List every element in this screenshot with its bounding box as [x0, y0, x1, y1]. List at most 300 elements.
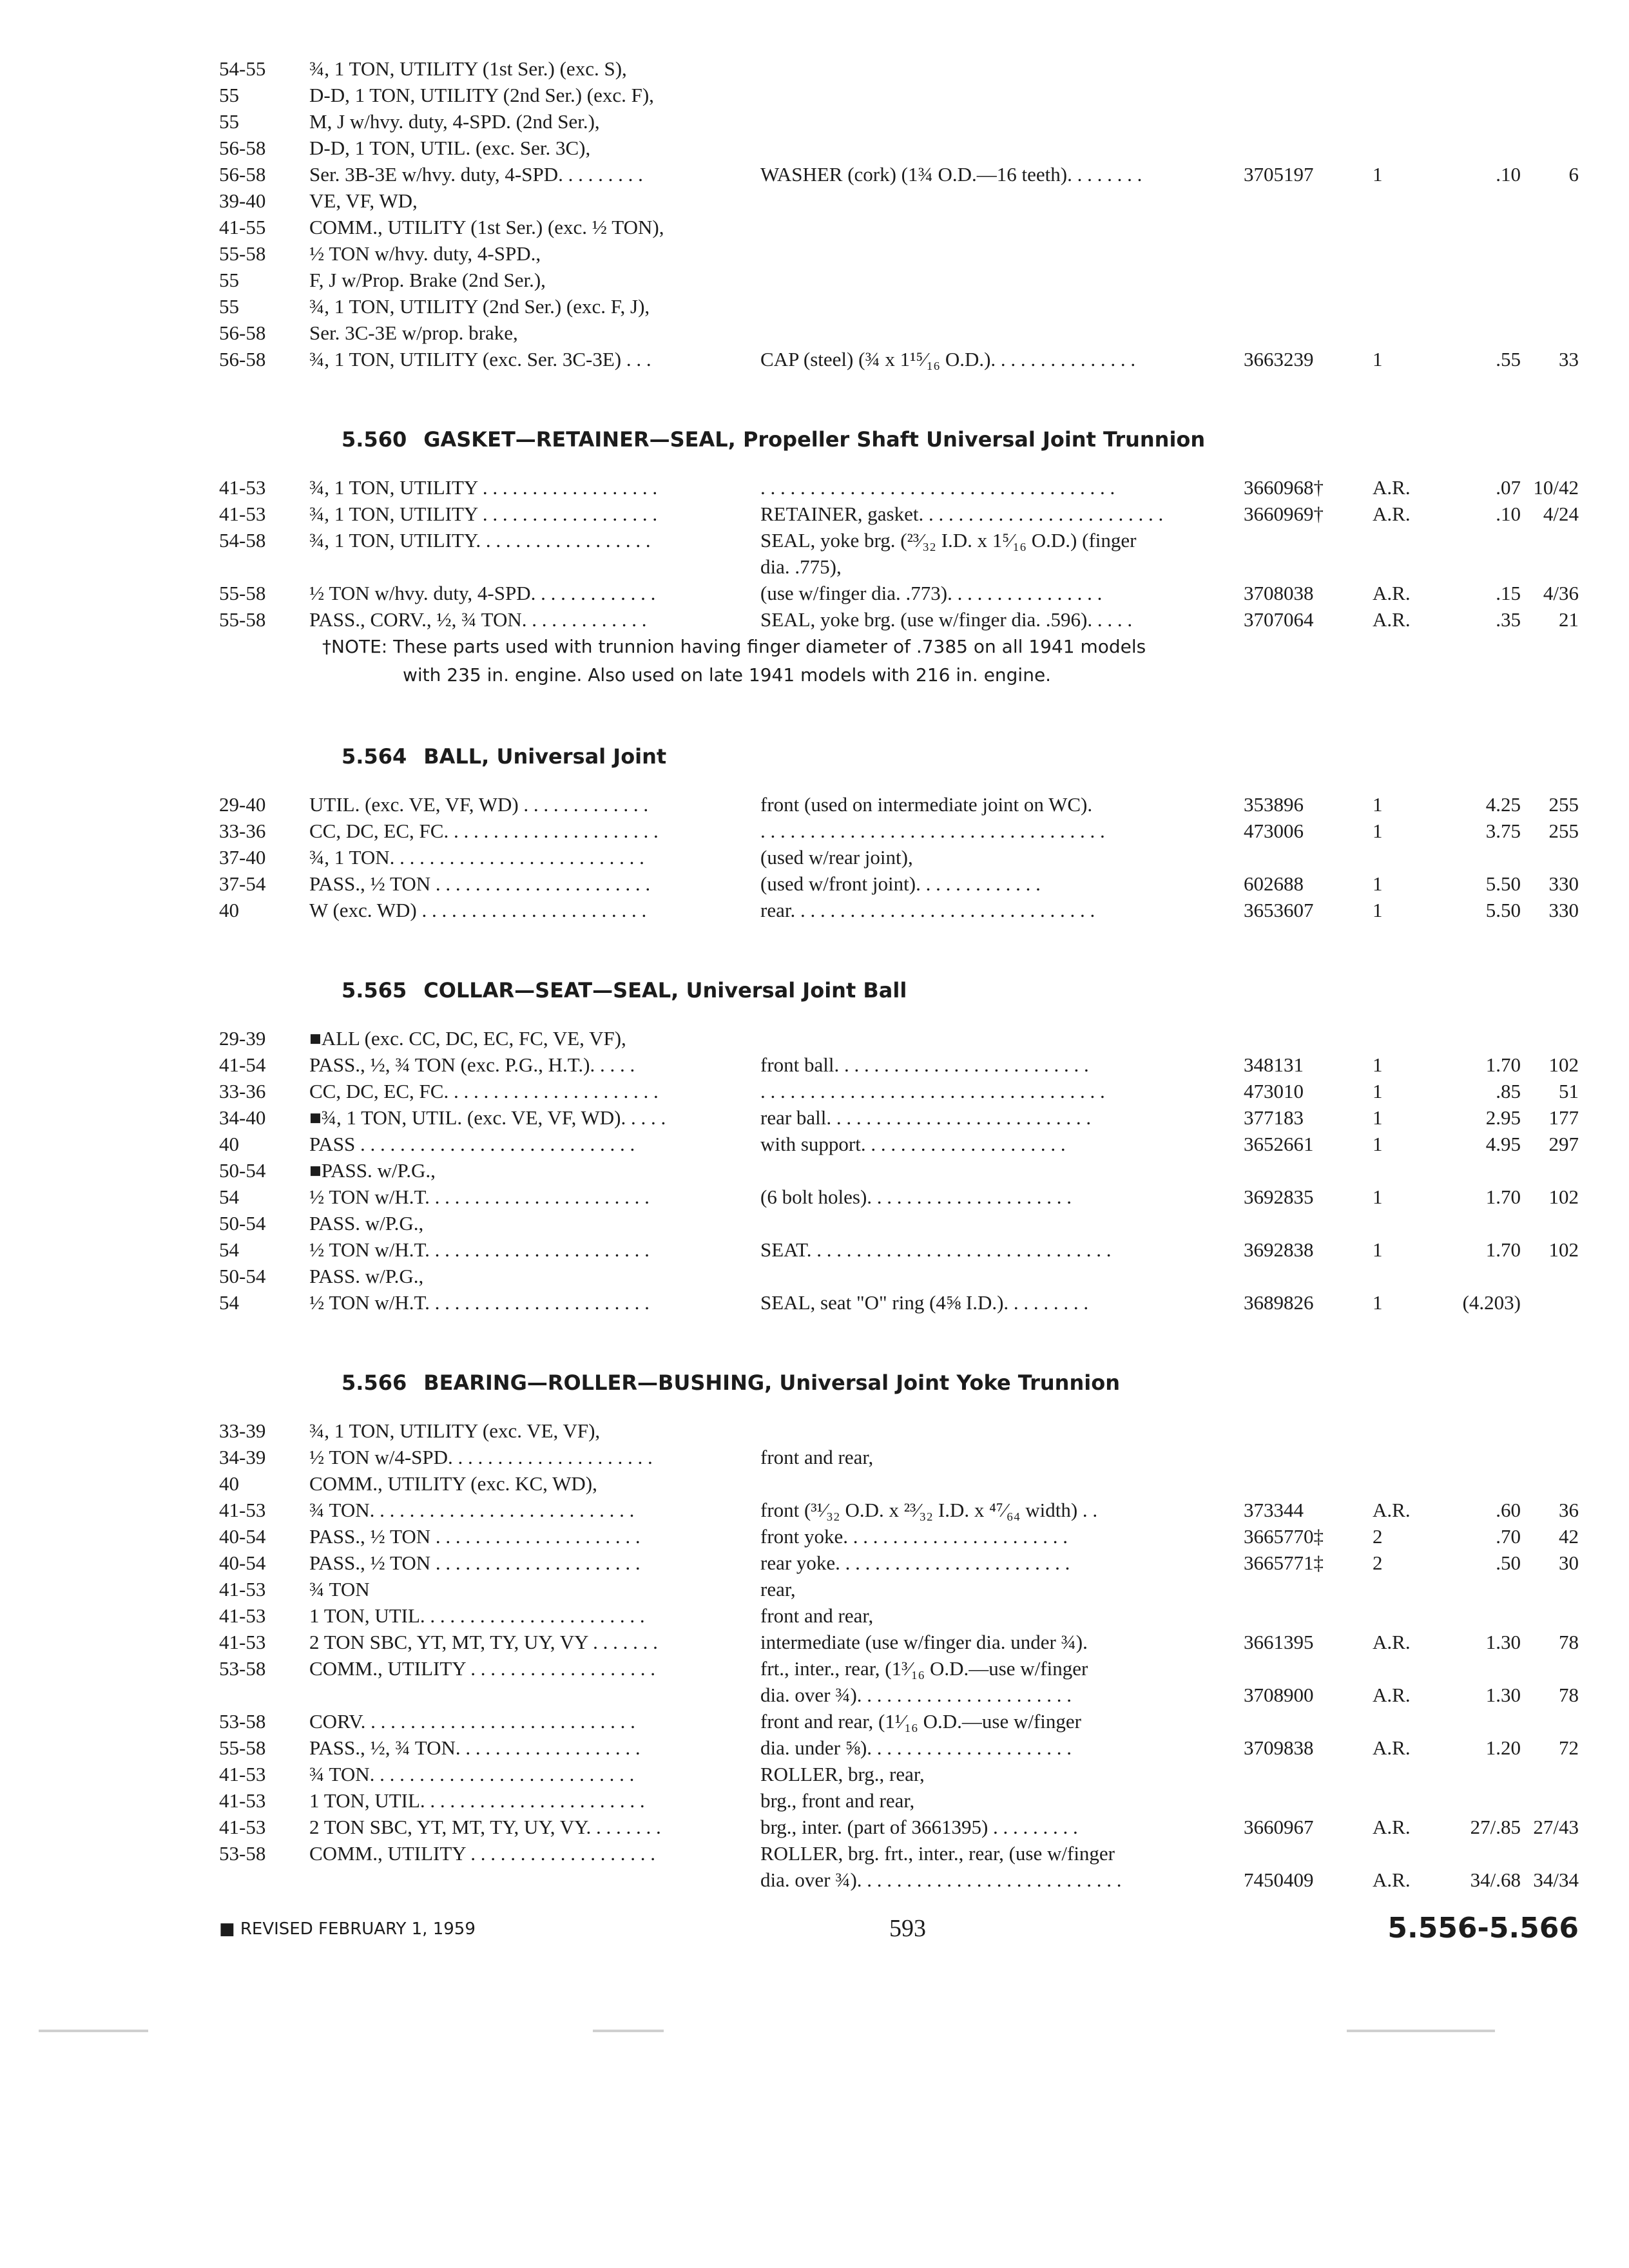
quantity: 1	[1373, 1053, 1383, 1076]
quantity: A.R.	[1373, 503, 1411, 525]
year-range: 29-39	[219, 1027, 266, 1050]
description: ROLLER, brg., rear,	[760, 1763, 925, 1785]
quantity: 2	[1373, 1552, 1383, 1574]
model: ¾ TON. . . . . . . . . . . . . . . . . . . . . . . . . . .	[309, 1763, 635, 1785]
description: . . . . . . . . . . . . . . . . . . . . . . . . . . . . . . . . . . .	[760, 1080, 1105, 1102]
each: 102	[1548, 1186, 1579, 1208]
quantity: 1	[1373, 1080, 1383, 1102]
part-number: 3660967	[1244, 1816, 1314, 1838]
part-row	[219, 320, 1579, 346]
part-row	[219, 1289, 1579, 1316]
price: 1.30	[1485, 1684, 1521, 1706]
each: 33	[1559, 348, 1579, 370]
part-number: 3652661	[1244, 1133, 1314, 1155]
model: 1 TON, UTIL. . . . . . . . . . . . . . . . . . . . . . .	[309, 1604, 645, 1627]
section-spacer	[219, 1316, 1579, 1365]
part-row	[219, 870, 1579, 897]
section-spacer	[219, 457, 1579, 474]
model: ¾, 1 TON. . . . . . . . . . . . . . . . . . . . . . . . . .	[309, 846, 644, 869]
year-range: 41-53	[219, 1763, 266, 1785]
year-range: 55	[219, 84, 239, 106]
part-row	[219, 1078, 1579, 1104]
parts-section	[219, 372, 1579, 689]
part-row	[219, 1025, 1579, 1052]
quantity: 1	[1373, 820, 1383, 842]
model: Ser. 3C-3E w/prop. brake,	[309, 322, 518, 344]
quantity: 1	[1373, 872, 1383, 895]
price: 5.50	[1485, 872, 1521, 895]
part-row	[219, 1655, 1579, 1682]
model: COMM., UTILITY (1st Ser.) (exc. ½ TON),	[309, 216, 664, 238]
model: ½ TON w/H.T. . . . . . . . . . . . . . . . . . . . . . .	[309, 1238, 650, 1261]
part-row	[219, 1236, 1579, 1263]
description: with support. . . . . . . . . . . . . . . . . . . . .	[760, 1133, 1066, 1155]
part-row	[219, 267, 1579, 293]
year-range: 41-53	[219, 476, 266, 499]
part-row	[219, 1523, 1579, 1550]
part-row	[219, 240, 1579, 267]
year-range: 55-58	[219, 582, 266, 604]
each: 330	[1548, 899, 1579, 921]
year-range: 53-58	[219, 1710, 266, 1733]
description: SEAL, yoke brg. (²³⁄₃₂ I.D. x 1⁵⁄₁₆ O.D.) (finger	[760, 529, 1137, 552]
section-heading	[219, 738, 1579, 774]
description: dia. .775),	[760, 555, 842, 578]
part-row	[219, 1867, 1579, 1893]
part-row	[219, 1576, 1579, 1602]
description: dia. under ⅝). . . . . . . . . . . . . . . . . . . . .	[760, 1736, 1072, 1759]
description: front and rear,	[760, 1604, 874, 1627]
description: rear ball. . . . . . . . . . . . . . . . . . . . . . . . . . .	[760, 1106, 1092, 1129]
model: ¾, 1 TON, UTILITY . . . . . . . . . . . . . . . . . .	[309, 503, 658, 525]
description: RETAINER, gasket. . . . . . . . . . . . . . . . . . . . . . . . .	[760, 503, 1164, 525]
price: .35	[1496, 608, 1521, 631]
part-row	[219, 1210, 1579, 1236]
each: 4/24	[1543, 503, 1579, 525]
part-row	[219, 1602, 1579, 1629]
year-range: 33-36	[219, 820, 266, 842]
price: .60	[1496, 1499, 1521, 1521]
price: (4.203)	[1462, 1291, 1521, 1314]
description: (used w/front joint). . . . . . . . . . . . .	[760, 872, 1041, 895]
description: SEAT. . . . . . . . . . . . . . . . . . . . . . . . . . . . . . .	[760, 1238, 1112, 1261]
model: ¾, 1 TON, UTILITY (exc. Ser. 3C-3E) . . .	[309, 348, 651, 370]
each: 42	[1559, 1525, 1579, 1548]
year-range: 54	[219, 1186, 239, 1208]
part-row	[219, 1787, 1579, 1814]
quantity: 1	[1373, 1133, 1383, 1155]
year-range: 41-53	[219, 1499, 266, 1521]
part-number: 3709838	[1244, 1736, 1314, 1759]
description: (6 bolt holes). . . . . . . . . . . . . . . . . . . . .	[760, 1186, 1072, 1208]
model: ■ALL (exc. CC, DC, EC, FC, VE, VF),	[309, 1027, 626, 1050]
price: 1.70	[1485, 1186, 1521, 1208]
model: ½ TON w/H.T. . . . . . . . . . . . . . . . . . . . . . .	[309, 1186, 650, 1208]
part-number: 7450409	[1244, 1869, 1314, 1891]
revised-date: ■ REVISED FEBRUARY 1, 1959	[219, 1919, 476, 1939]
part-row	[219, 1497, 1579, 1523]
section-title: GASKET—RETAINER—SEAL, Propeller Shaft Universal Joint Trunnion	[423, 427, 1206, 452]
part-row	[219, 501, 1579, 527]
model: ¾, 1 TON, UTILITY. . . . . . . . . . . . . . . . . .	[309, 529, 651, 552]
price: 34/.68	[1470, 1869, 1521, 1891]
year-range: 41-53	[219, 503, 266, 525]
year-range: 41-54	[219, 1053, 266, 1076]
quantity: A.R.	[1373, 476, 1411, 499]
model: CORV. . . . . . . . . . . . . . . . . . . . . . . . . . . .	[309, 1710, 635, 1733]
parts-list	[219, 55, 1579, 1893]
part-row	[219, 82, 1579, 108]
section-number: 5.565	[342, 978, 407, 1003]
price: 1.70	[1485, 1238, 1521, 1261]
part-row	[219, 1131, 1579, 1157]
description: rear yoke. . . . . . . . . . . . . . . . . . . . . . . .	[760, 1552, 1070, 1574]
price: 3.75	[1485, 820, 1521, 842]
model: ■PASS. w/P.G.,	[309, 1159, 436, 1182]
description: . . . . . . . . . . . . . . . . . . . . . . . . . . . . . . . . . . .	[760, 820, 1105, 842]
model: M, J w/hvy. duty, 4-SPD. (2nd Ser.),	[309, 110, 600, 133]
section-heading	[219, 1365, 1579, 1401]
part-row	[219, 1104, 1579, 1131]
page-number: 593	[889, 1915, 926, 1942]
price: 2.95	[1485, 1106, 1521, 1129]
part-number: 3705197	[1244, 163, 1314, 186]
model: PASS., CORV., ½, ¾ TON. . . . . . . . . . . . .	[309, 608, 647, 631]
year-range: 41-53	[219, 1578, 266, 1600]
each: 330	[1548, 872, 1579, 895]
model: ½ TON w/hvy. duty, 4-SPD. . . . . . . . . . . . .	[309, 582, 656, 604]
description: (use w/finger dia. .773). . . . . . . . . . . . . . . .	[760, 582, 1103, 604]
section-number: 5.560	[342, 427, 407, 452]
year-range: 50-54	[219, 1159, 266, 1182]
each: 72	[1559, 1736, 1579, 1759]
quantity: 1	[1373, 793, 1383, 816]
part-number: 3665770‡	[1244, 1525, 1324, 1548]
scan-artifact	[1347, 2030, 1495, 2032]
quantity: A.R.	[1373, 1736, 1411, 1759]
part-row	[219, 1840, 1579, 1867]
part-row	[219, 161, 1579, 187]
quantity: A.R.	[1373, 1499, 1411, 1521]
part-row	[219, 844, 1579, 870]
section-title: BEARING—ROLLER—BUSHING, Universal Joint Yoke Trunnion	[423, 1370, 1120, 1395]
year-range: 41-53	[219, 1789, 266, 1812]
year-range: 56-58	[219, 163, 266, 186]
description: WASHER (cork) (1¾ O.D.—16 teeth). . . . . . . .	[760, 163, 1142, 186]
year-range: 33-36	[219, 1080, 266, 1102]
section-spacer	[219, 923, 1579, 972]
model: PASS., ½ TON . . . . . . . . . . . . . . . . . . . . . .	[309, 872, 651, 895]
description: dia. over ¾). . . . . . . . . . . . . . . . . . . . . . . . . . .	[760, 1869, 1122, 1891]
quantity: 1	[1373, 1238, 1383, 1261]
quantity: A.R.	[1373, 1631, 1411, 1653]
price: .15	[1496, 582, 1521, 604]
section-title: COLLAR—SEAT—SEAL, Universal Joint Ball	[423, 978, 907, 1003]
each: 10/42	[1533, 476, 1579, 499]
part-number: 3653607	[1244, 899, 1314, 921]
year-range: 55-58	[219, 1736, 266, 1759]
scan-artifact	[39, 2030, 148, 2032]
year-range: 41-53	[219, 1631, 266, 1653]
quantity: 1	[1373, 899, 1383, 921]
year-range: 41-53	[219, 1604, 266, 1627]
part-number: 3692835	[1244, 1186, 1314, 1208]
year-range: 54	[219, 1291, 239, 1314]
section-spacer	[219, 774, 1579, 791]
price: 27/.85	[1470, 1816, 1521, 1838]
price: .10	[1496, 163, 1521, 186]
section-spacer	[219, 1008, 1579, 1025]
each: 177	[1548, 1106, 1579, 1129]
year-range: 33-39	[219, 1419, 266, 1442]
model: D-D, 1 TON, UTILITY (2nd Ser.) (exc. F),	[309, 84, 654, 106]
part-number: 3663239	[1244, 348, 1314, 370]
part-number: 377183	[1244, 1106, 1304, 1129]
year-range: 54-55	[219, 57, 266, 80]
quantity: A.R.	[1373, 608, 1411, 631]
year-range: 53-58	[219, 1657, 266, 1680]
description: rear. . . . . . . . . . . . . . . . . . . . . . . . . . . . . . .	[760, 899, 1095, 921]
model: PASS., ½ TON . . . . . . . . . . . . . . . . . . . . .	[309, 1552, 641, 1574]
year-range: 34-40	[219, 1106, 266, 1129]
part-row	[219, 1470, 1579, 1497]
section-title: BALL, Universal Joint	[423, 744, 667, 769]
quantity: 1	[1373, 1106, 1383, 1129]
model: CC, DC, EC, FC. . . . . . . . . . . . . . . . . . . . . .	[309, 1080, 659, 1102]
section-spacer	[219, 689, 1579, 738]
year-range: 50-54	[219, 1212, 266, 1235]
price: 4.95	[1485, 1133, 1521, 1155]
each: 297	[1548, 1133, 1579, 1155]
part-row	[219, 135, 1579, 161]
year-range: 53-58	[219, 1842, 266, 1865]
year-range: 56-58	[219, 348, 266, 370]
year-range: 55	[219, 110, 239, 133]
each: 102	[1548, 1053, 1579, 1076]
part-number: 3660968†	[1244, 476, 1324, 499]
part-number: 3707064	[1244, 608, 1314, 631]
model: COMM., UTILITY . . . . . . . . . . . . . . . . . . .	[309, 1842, 656, 1865]
part-number: 3661395	[1244, 1631, 1314, 1653]
part-row	[219, 1052, 1579, 1078]
model: PASS., ½ TON . . . . . . . . . . . . . . . . . . . . .	[309, 1525, 641, 1548]
price: .50	[1496, 1552, 1521, 1574]
price: .10	[1496, 503, 1521, 525]
model: PASS. w/P.G.,	[309, 1212, 424, 1235]
part-row	[219, 293, 1579, 320]
year-range: 55-58	[219, 242, 266, 265]
note-line: †NOTE: These parts used with trunnion having finger diameter of .7385 on all 1941 models	[322, 636, 1146, 657]
year-range: 40-54	[219, 1552, 266, 1574]
model: PASS., ½, ¾ TON. . . . . . . . . . . . . . . . . . .	[309, 1736, 641, 1759]
year-range: 40	[219, 1133, 239, 1155]
price: .55	[1496, 348, 1521, 370]
part-row	[219, 791, 1579, 818]
note-line: with 235 in. engine. Also used on late 1941 models with 216 in. engine.	[403, 664, 1052, 686]
description: . . . . . . . . . . . . . . . . . . . . . . . . . . . . . . . . . . . .	[760, 476, 1115, 499]
each: 255	[1548, 820, 1579, 842]
description: brg., inter. (part of 3661395) . . . . . . . . .	[760, 1816, 1078, 1838]
part-row	[219, 553, 1579, 580]
model: VE, VF, WD,	[309, 189, 418, 212]
description: (used w/rear joint),	[760, 846, 913, 869]
model: COMM., UTILITY . . . . . . . . . . . . . . . . . . .	[309, 1657, 656, 1680]
quantity: 1	[1373, 163, 1383, 186]
each: 4/36	[1543, 582, 1579, 604]
model: W (exc. WD) . . . . . . . . . . . . . . . . . . . . . . .	[309, 899, 647, 921]
part-row	[219, 1735, 1579, 1761]
year-range: 40-54	[219, 1525, 266, 1548]
part-number: 353896	[1244, 793, 1304, 816]
description: intermediate (use w/finger dia. under ¾).	[760, 1631, 1088, 1653]
part-row	[219, 580, 1579, 606]
parts-section	[219, 689, 1579, 923]
part-number: 3660969†	[1244, 503, 1324, 525]
section-number: 5.564	[342, 744, 407, 769]
model: ½ TON w/hvy. duty, 4-SPD.,	[309, 242, 541, 265]
description: dia. over ¾). . . . . . . . . . . . . . . . . . . . . .	[760, 1684, 1072, 1706]
year-range: 40	[219, 899, 239, 921]
description: front and rear,	[760, 1446, 874, 1468]
each: 34/34	[1533, 1869, 1579, 1891]
part-number: 3708038	[1244, 582, 1314, 604]
each: 78	[1559, 1631, 1579, 1653]
year-range: 41-55	[219, 216, 266, 238]
model: 2 TON SBC, YT, MT, TY, UY, VY . . . . . . .	[309, 1631, 658, 1653]
part-row	[219, 818, 1579, 844]
part-row	[219, 897, 1579, 923]
section-note	[219, 633, 1327, 689]
year-range: 55	[219, 295, 239, 318]
quantity: 1	[1373, 348, 1383, 370]
part-row	[219, 1682, 1579, 1708]
part-number: 473010	[1244, 1080, 1304, 1102]
year-range: 56-58	[219, 137, 266, 159]
quantity: A.R.	[1373, 1684, 1411, 1706]
part-row	[219, 214, 1579, 240]
price: 1.30	[1485, 1631, 1521, 1653]
year-range: 54-58	[219, 529, 266, 552]
model: ½ TON w/4-SPD. . . . . . . . . . . . . . . . . . . . .	[309, 1446, 653, 1468]
year-range: 39-40	[219, 189, 266, 212]
description: brg., front and rear,	[760, 1789, 915, 1812]
part-row	[219, 1444, 1579, 1470]
part-number: 3692838	[1244, 1238, 1314, 1261]
part-row	[219, 1708, 1579, 1735]
price: 1.20	[1485, 1736, 1521, 1759]
part-row	[219, 527, 1579, 553]
description: front (³¹⁄₃₂ O.D. x ²³⁄₃₂ I.D. x ⁴⁷⁄₆₄ width) . .	[760, 1499, 1098, 1521]
description: ROLLER, brg. frt., inter., rear, (use w/finger	[760, 1842, 1115, 1865]
description: SEAL, seat "O" ring (4⅝ I.D.). . . . . . . . .	[760, 1291, 1089, 1314]
model: COMM., UTILITY (exc. KC, WD),	[309, 1472, 597, 1495]
part-row	[219, 55, 1579, 82]
parts-section	[219, 1316, 1579, 1893]
part-number: 373344	[1244, 1499, 1304, 1521]
part-row	[219, 606, 1579, 633]
description: front yoke. . . . . . . . . . . . . . . . . . . . . . .	[760, 1525, 1068, 1548]
part-row	[219, 1263, 1579, 1289]
each: 21	[1559, 608, 1579, 631]
year-range: 50-54	[219, 1265, 266, 1287]
quantity: 1	[1373, 1186, 1383, 1208]
each: 78	[1559, 1684, 1579, 1706]
part-number: 3665771‡	[1244, 1552, 1324, 1574]
model: PASS., ½, ¾ TON (exc. P.G., H.T.). . . . .	[309, 1053, 635, 1076]
each: 102	[1548, 1238, 1579, 1261]
year-range: 29-40	[219, 793, 266, 816]
year-range: 54	[219, 1238, 239, 1261]
part-row	[219, 1550, 1579, 1576]
each: 36	[1559, 1499, 1579, 1521]
model: ¾, 1 TON, UTILITY . . . . . . . . . . . . . . . . . .	[309, 476, 658, 499]
quantity: 1	[1373, 1291, 1383, 1314]
price: 5.50	[1485, 899, 1521, 921]
year-range: 37-54	[219, 872, 266, 895]
part-row	[219, 1184, 1579, 1210]
section-range: 5.556-5.566	[1387, 1912, 1579, 1945]
model: 2 TON SBC, YT, MT, TY, UY, VY. . . . . . . .	[309, 1816, 661, 1838]
quantity: 2	[1373, 1525, 1383, 1548]
model: Ser. 3B-3E w/hvy. duty, 4-SPD. . . . . . . . .	[309, 163, 643, 186]
part-row	[219, 187, 1579, 214]
part-row	[219, 1814, 1579, 1840]
year-range: 40	[219, 1472, 239, 1495]
part-row	[219, 346, 1579, 372]
description: front and rear, (1¹⁄₁₆ O.D.—use w/finger	[760, 1710, 1081, 1733]
description: frt., inter., rear, (1³⁄₁₆ O.D.—use w/finger	[760, 1657, 1088, 1680]
part-number: 3689826	[1244, 1291, 1314, 1314]
part-row	[219, 1418, 1579, 1444]
year-range: 41-53	[219, 1816, 266, 1838]
model: UTIL. (exc. VE, VF, WD) . . . . . . . . . . . . .	[309, 793, 649, 816]
parts-section	[219, 923, 1579, 1316]
year-range: 55-58	[219, 608, 266, 631]
part-number: 602688	[1244, 872, 1304, 895]
section-spacer	[219, 372, 1579, 421]
part-number: 3708900	[1244, 1684, 1314, 1706]
year-range: 37-40	[219, 846, 266, 869]
model: PASS . . . . . . . . . . . . . . . . . . . . . . . . . . . .	[309, 1133, 635, 1155]
price: .07	[1496, 476, 1521, 499]
each: 30	[1559, 1552, 1579, 1574]
description: front ball. . . . . . . . . . . . . . . . . . . . . . . . . .	[760, 1053, 1089, 1076]
model: ■¾, 1 TON, UTIL. (exc. VE, VF, WD). . . . .	[309, 1106, 666, 1129]
page-footer	[219, 1909, 1579, 1948]
description: CAP (steel) (¾ x 1¹⁵⁄₁₆ O.D.). . . . . . . . . . . . . . .	[760, 348, 1136, 370]
part-number: 348131	[1244, 1053, 1304, 1076]
model: ¾, 1 TON, UTILITY (1st Ser.) (exc. S),	[309, 57, 627, 80]
description: rear,	[760, 1578, 796, 1600]
part-number: 473006	[1244, 820, 1304, 842]
quantity: A.R.	[1373, 1869, 1411, 1891]
part-row	[219, 1629, 1579, 1655]
section-heading	[219, 421, 1579, 457]
scan-artifact	[593, 2030, 664, 2032]
year-range: 55	[219, 269, 239, 291]
description: front (used on intermediate joint on WC).	[760, 793, 1093, 816]
model: CC, DC, EC, FC. . . . . . . . . . . . . . . . . . . . . .	[309, 820, 659, 842]
year-range: 34-39	[219, 1446, 266, 1468]
model: 1 TON, UTIL. . . . . . . . . . . . . . . . . . . . . . .	[309, 1789, 645, 1812]
price: 1.70	[1485, 1053, 1521, 1076]
part-row	[219, 1761, 1579, 1787]
year-range: 56-58	[219, 322, 266, 344]
part-row	[219, 1157, 1579, 1184]
model: ½ TON w/H.T. . . . . . . . . . . . . . . . . . . . . . .	[309, 1291, 650, 1314]
price: .85	[1496, 1080, 1521, 1102]
price: .70	[1496, 1525, 1521, 1548]
